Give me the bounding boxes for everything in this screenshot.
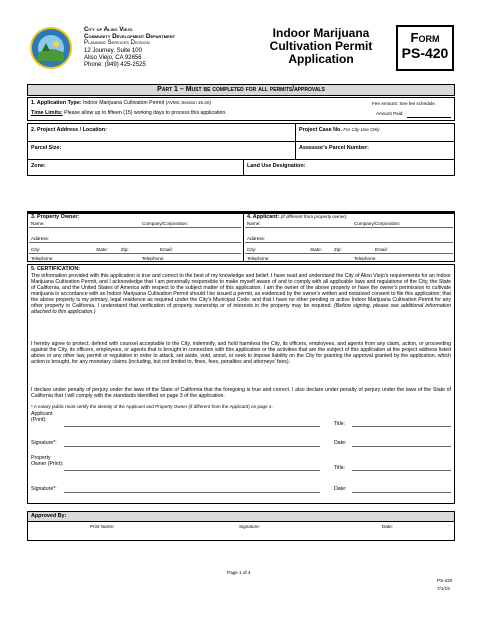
footer-form-number: PS-420 — [437, 578, 453, 583]
owner-signature-label: Signature*: — [31, 486, 57, 492]
applicant-date-label: Date: — [334, 440, 347, 446]
applicant-date-field[interactable] — [352, 446, 451, 447]
applicant-heading-row — [247, 214, 346, 220]
notary-note: * A notary public must certify the identity of the Applicant and Property Owner (if different from the Applicant) on page 4. — [31, 404, 273, 409]
form-title — [255, 27, 387, 66]
applicant-print-field[interactable] — [64, 426, 320, 427]
applicant-zip-label: Zip: — [334, 247, 342, 252]
applicant-address-label: Address: — [247, 236, 266, 241]
applicant-state-label: State: — [310, 247, 323, 252]
owner-date-field[interactable] — [352, 492, 451, 493]
address-line-2: Aliso Viejo, CA 92656 — [84, 54, 142, 61]
applicant-title-label: Title: — [334, 421, 346, 427]
amount-paid-label: Amount Paid: — [376, 111, 404, 116]
division-name: Planning Services Division — [84, 40, 150, 47]
title-line-3: Application — [288, 52, 354, 66]
certification-paragraph-1 — [31, 273, 451, 315]
form-number-box — [396, 25, 454, 71]
owner-city-field[interactable] — [29, 253, 241, 254]
approved-by-heading: Approved By: — [31, 513, 67, 519]
fee-amount: Fee Amount: See fee schedule. — [372, 101, 437, 106]
project-case-note: For City Use Only — [343, 127, 380, 132]
city-info — [84, 26, 175, 69]
owner-print-label: Property Owner (Print): — [31, 455, 64, 467]
applicant-name-field[interactable] — [245, 227, 453, 228]
part-1-heading: Part 1 – Must be completed for all permits/approvals — [27, 84, 455, 96]
owner-city-label: City: — [31, 247, 41, 252]
application-type-label: 1. Application Type: — [31, 100, 82, 106]
owner-applicant-box — [27, 211, 455, 262]
owner-name-label: Name: — [31, 221, 45, 226]
land-use-label: Land Use Designation: — [247, 163, 306, 169]
owner-zip-label: Zip: — [121, 247, 129, 252]
time-limits-label: Time Limits: — [31, 110, 63, 116]
applicant-signature-field[interactable] — [64, 446, 320, 447]
owner-email-label: Email: — [160, 247, 173, 252]
parcel-size-label: Parcel Size: — [31, 145, 62, 151]
owner-date-label: Date: — [334, 486, 347, 492]
applicant-heading-note: (If different from property owner) — [280, 214, 347, 219]
approved-date-label: Date: — [382, 524, 393, 529]
owner-telephone-label: Telephone: — [31, 256, 54, 261]
para-1-italic-note: (Before signing, please see additional information attached to this application.) — [31, 303, 451, 316]
applicant-company-label: Company/Corporation: — [354, 221, 401, 226]
divider — [27, 159, 455, 160]
form-label: Form — [410, 30, 440, 45]
project-case-row — [299, 127, 380, 133]
title-line-1: Indoor Marijuana — [272, 26, 370, 40]
applicant-heading: 4. Applicant: — [247, 214, 280, 220]
certification-heading: 5. CERTIFICATION: — [31, 266, 81, 272]
time-limits-row — [31, 110, 227, 116]
owner-signature-field[interactable] — [64, 492, 320, 493]
application-type-ref: (AVMC Section 15.40) — [165, 100, 211, 105]
owner-address-field[interactable] — [29, 242, 241, 243]
applicant-print-label: Applicant (Print): — [31, 411, 53, 423]
property-owner-heading: 3. Property Owner: — [31, 214, 80, 220]
applicant-city-field[interactable] — [245, 253, 453, 254]
phone: Phone: (949) 425-2525 — [84, 62, 146, 69]
applicant-signature-label: Signature*: — [31, 440, 57, 446]
certification-paragraph-2: I hereby agree to protect, defend with counsel acceptable to the City, indemnify, and hold harmless the City, its officers, employees, and agents from any claim, action, or proceeding against the City, its officers, employees, or agents that is brought in connection with this application or the activities that are the subject of this application at the project address listed above or any other law, permit or regulation in order to attack, set aside, void, annul, or seek to impose liability on the City for granting the approval granted by the application, which action is brought, for any monetary claims (including, but not limited to, fines, fees, penalties and attorneys' fees). — [31, 341, 451, 366]
applicant-telephone-label: Telephone: — [247, 256, 270, 261]
address-line-1: 12 Journey, Suite 100 — [84, 47, 142, 54]
city-name: City of Aliso Viejo — [84, 26, 133, 33]
applicant-name-label: Name: — [247, 221, 261, 226]
owner-state-label: State: — [96, 247, 109, 252]
application-type-value: Indoor Marijuana Cultivation Permit — [83, 100, 165, 106]
zone-label: Zone: — [31, 163, 46, 169]
title-line-2: Cultivation Permit — [269, 39, 373, 53]
applicant-address-field[interactable] — [245, 242, 453, 243]
city-seal-logo — [30, 27, 72, 69]
owner-name-field[interactable] — [29, 227, 241, 228]
owner-title-label: Title: — [334, 465, 346, 471]
applicant-fax-label: Telephone: — [354, 256, 377, 261]
applicant-title-field[interactable] — [352, 426, 451, 427]
approved-signature-label: Signature: — [239, 524, 260, 529]
owner-company-label: Company/Corporation: — [142, 221, 189, 226]
page-number: Page 1 of 4 — [227, 570, 251, 575]
apn-label: Assessor's Parcel Number: — [299, 145, 369, 151]
divider — [243, 211, 244, 262]
applicant-email-label: Email: — [375, 247, 388, 252]
owner-title-field[interactable] — [352, 470, 451, 471]
footer-revision-date: 7/1/19 — [437, 586, 450, 591]
owner-print-field[interactable] — [64, 470, 320, 471]
applicant-city-label: City: — [247, 247, 257, 252]
para-1-text: The information provided with this application is true and correct to the best of my knowledge and belief. I have read and understand the City of Aliso Viejo's requirements for an Indoor Marijuana Cultivation Permit, and I acknowledge that I am personally responsible to make myself aware of and to comply with all applicable laws and regulations of the City, the State of California, and the United States of America with respect to the subject matter of this application. I am the owner of the above property or have the owner's permission to cultivate marijuana in accordance with an Indoor Marijuana Cultivation Permit should I be issued a permit, as evidenced by the owner's written and notarized consent to file this application; that the above property is my primary, legal residence as required under the City's Municipal Code; and that I have no other pending or active Indoor Marijuana Cultivation Permit for any other property in California. I understand that verification of property ownership or of interests in the property may be required. — [31, 273, 451, 310]
owner-fax-label: Telephone: — [142, 256, 165, 261]
time-limits-text: Please allow up to fifteen (15) working days to process this application. — [64, 110, 227, 116]
certification-paragraph-3: I declare under penalty of perjury under the laws of the State of California that the foregoing is true and correct. I also declare under penalty of perjury under the laws of the State of California that I will comply with the standards identified on page 3 of the application. — [31, 387, 451, 400]
amount-paid-field[interactable] — [407, 117, 451, 118]
owner-address-label: Address: — [31, 236, 50, 241]
divider — [243, 159, 244, 176]
project-case-label: Project Case No. — [299, 127, 342, 133]
divider — [27, 141, 455, 142]
department-name: Community Development Department — [84, 33, 176, 41]
project-address-label: 2. Project Address / Location: — [31, 127, 107, 133]
form-number: PS-420 — [401, 45, 449, 61]
approved-print-name-label: Print Name: — [90, 524, 115, 529]
application-type-row — [31, 100, 211, 106]
